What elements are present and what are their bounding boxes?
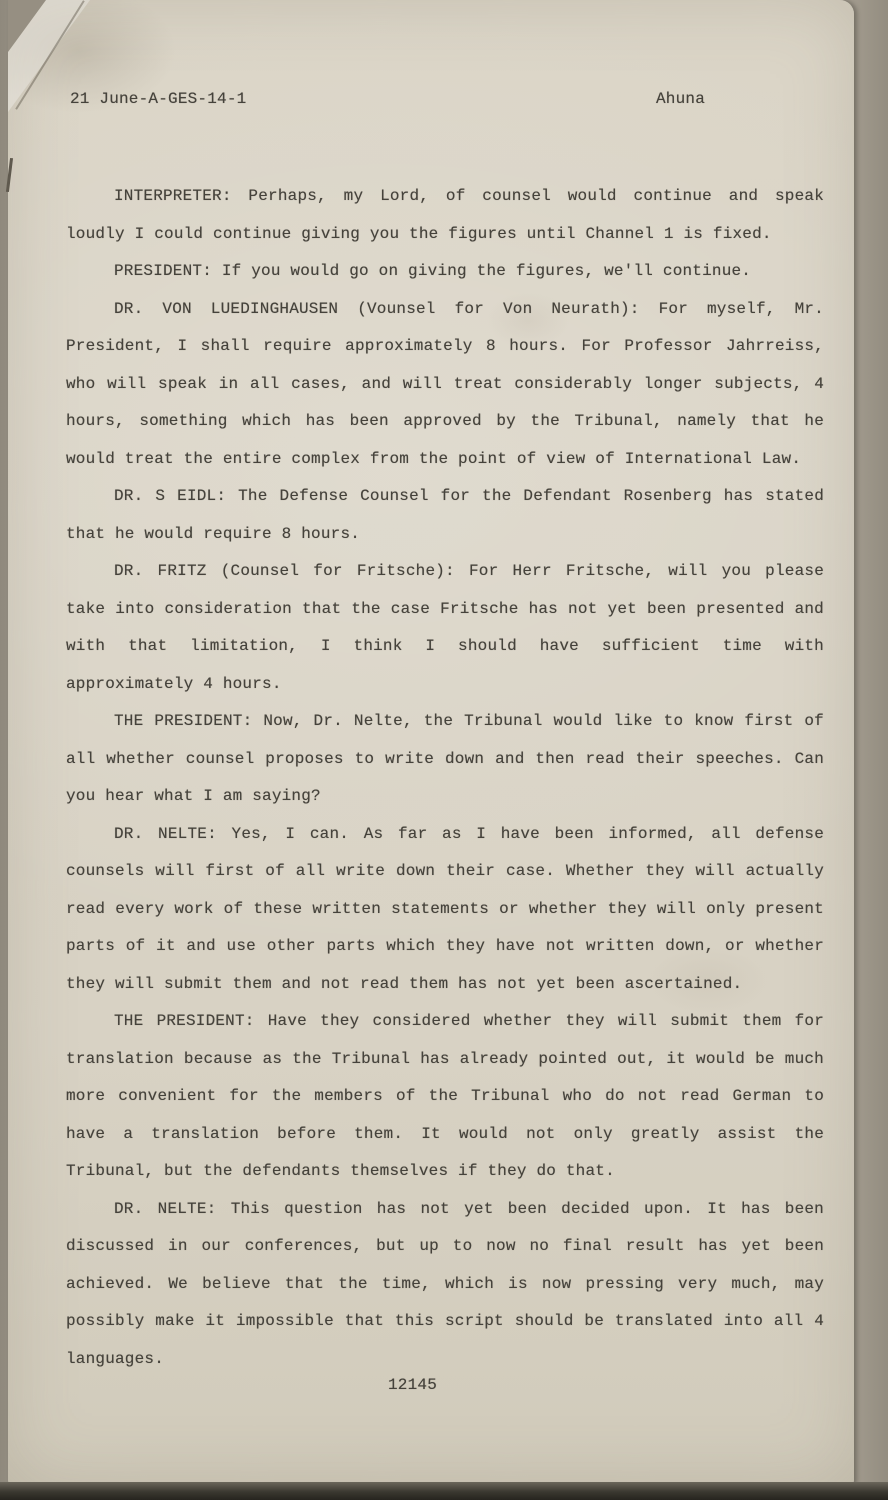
paragraph-seidl: DR. S EIDL: The Defense Counsel for the Defendant Rosenberg has stated that he would require 8 hours. [66,487,824,543]
paragraph-nelte-2: DR. NELTE: This question has not yet been decided upon. It has been discussed in our conferences, but up to now no final result has yet been achieved. We believe that the time, which is now pressing very much, may possibly make it impossible that this script should be translated into all 4 languages. [66,1199,824,1368]
document-reference: 21 June-A-GES-14-1 [70,90,247,108]
paragraph-president-2: THE PRESIDENT: Now, Dr. Nelte, the Tribunal would like to know first of all whether counsel proposes to write down and then read their speeches. Can you hear what I am saying? [66,712,824,805]
paper-sheet [8,0,854,1486]
paragraph-president: PRESIDENT: If you would go on giving the figures, we'll continue. [114,262,752,280]
page-number: 12145 [388,1376,438,1394]
transcript-body [66,178,824,1378]
paragraph-luedinghausen: DR. VON LUEDINGHAUSEN (Vounsel for Von Neurath): For myself, Mr. President, I shall require approximately 8 hours. For Professor Jahrreiss, who will speak in all cases, and will treat considerably longer subjects, 4 hours, something which has been approved by the Tribunal, namely that he would treat the entire complex from the point of view of International Law. [66,299,824,468]
paragraph-fritz: DR. FRITZ (Counsel for Fritsche): For Herr Fritsche, will you please take into consideration that the case Fritsche has not yet been presented and with that limitation, I think I should have sufficient time with approximately 4 hours. [66,562,824,693]
paragraph-nelte: DR. NELTE: Yes, I can. As far as I have been informed, all defense counsels will first of all write down their case. Whether they will actually read every work of these written statements or whether they will only present parts of it and use other parts which they have not written down, or whether they will submit them and not read them has not yet been ascertained. [66,824,824,993]
page-header [8,0,854,112]
edge-tear-mark [6,158,13,192]
paragraph-president-3: THE PRESIDENT: Have they considered whether they will submit them for translation because as the Tribunal has already pointed out, it would be much more convenient for the members of the Tribunal who do not read German to have a translation before them. It would not only greatly assist the Tribunal, but the defendants themselves if they do that. [66,1012,824,1180]
stenographer-name: Ahuna [656,90,706,108]
paragraph-interpreter: INTERPRETER: Perhaps, my Lord, of counsel would continue and speak loudly I could continue giving you the figures until Channel 1 is fixed. [66,187,824,243]
